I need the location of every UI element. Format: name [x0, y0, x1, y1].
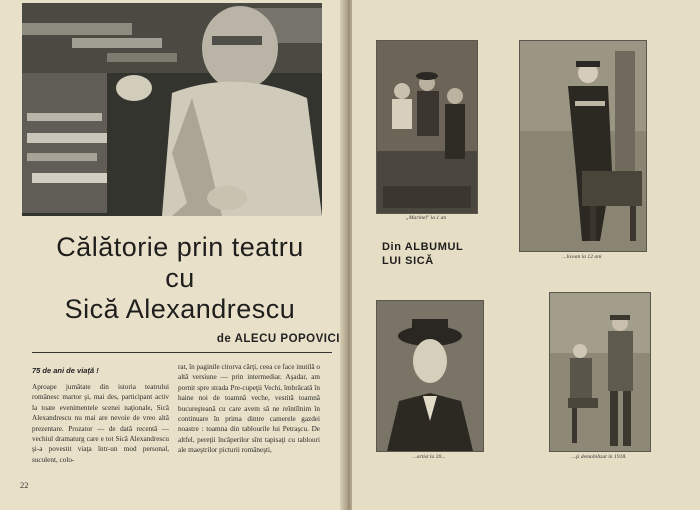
page-number: 22: [20, 480, 29, 490]
left-page: [0, 0, 346, 510]
section-subhead: 75 de ani de viaţă !: [32, 366, 99, 375]
album-heading: [382, 240, 463, 268]
album-photo-demobilized: [549, 292, 651, 452]
three-children-photo: [377, 41, 477, 213]
title-divider: [32, 352, 332, 353]
caption-demobilized: ...şi demobilizat în 1918.: [571, 454, 627, 460]
schoolboy-photo: [520, 41, 646, 251]
young-man-portrait-photo: [377, 301, 483, 451]
article-title-line2: cu: [165, 263, 195, 293]
caption-highschool: ...licean la 12 ani: [562, 254, 602, 260]
writer-at-desk-photo: [22, 3, 322, 216]
byline: de ALECU POPOVICI: [216, 333, 340, 345]
caption-childhood: „Marinel" la 1 an: [405, 215, 447, 221]
article-column-2: rat, în paginile citorva cărţi, ceea ce face inutilă o altă versiune — prin intermediar. Aşadar, am pornit spre strada Pre-cupeţii Vechi, îmbrăcată în haine noi de toamnă veche, vestită toamnă bucureşteană cu care avem să ne reîntîlnim în continuare în prima dintre camerele gazdei noastre : toamna din tablourile lui Petraşcu. De altfel, pereţii încăperilor sînt tapisaţi cu tablouri ale maeştrilor picturii româneşti,: [178, 363, 320, 455]
article-column-1: Aproape jumătate din istoria teatrului românesc martor şi, mai des, participant activ la toate evenimentele scenei naţionale, Sică Alexandrescu nu mai are nevoie de vreo altă prezentare. Prozator — de dată recentă — vechiul dramaturg care e tot Sică Alexandrescu şi-a povestit viaţa într-un mod personal, suculent, colo-: [32, 383, 169, 464]
caption-artist: ...artist la 20...: [412, 454, 446, 460]
album-photo-artist: [376, 300, 484, 452]
two-soldiers-photo: [550, 293, 650, 451]
album-photo-childhood: [376, 40, 478, 214]
album-heading-line1: Din ALBUMUL: [382, 241, 464, 253]
article-title-line3: Sică Alexandrescu: [64, 294, 296, 324]
album-heading-line2: LUI SICĂ: [382, 255, 434, 267]
album-photo-highschool: [519, 40, 647, 252]
article-title-line1: Călătorie prin teatru: [56, 232, 304, 262]
main-photo: [22, 3, 322, 216]
